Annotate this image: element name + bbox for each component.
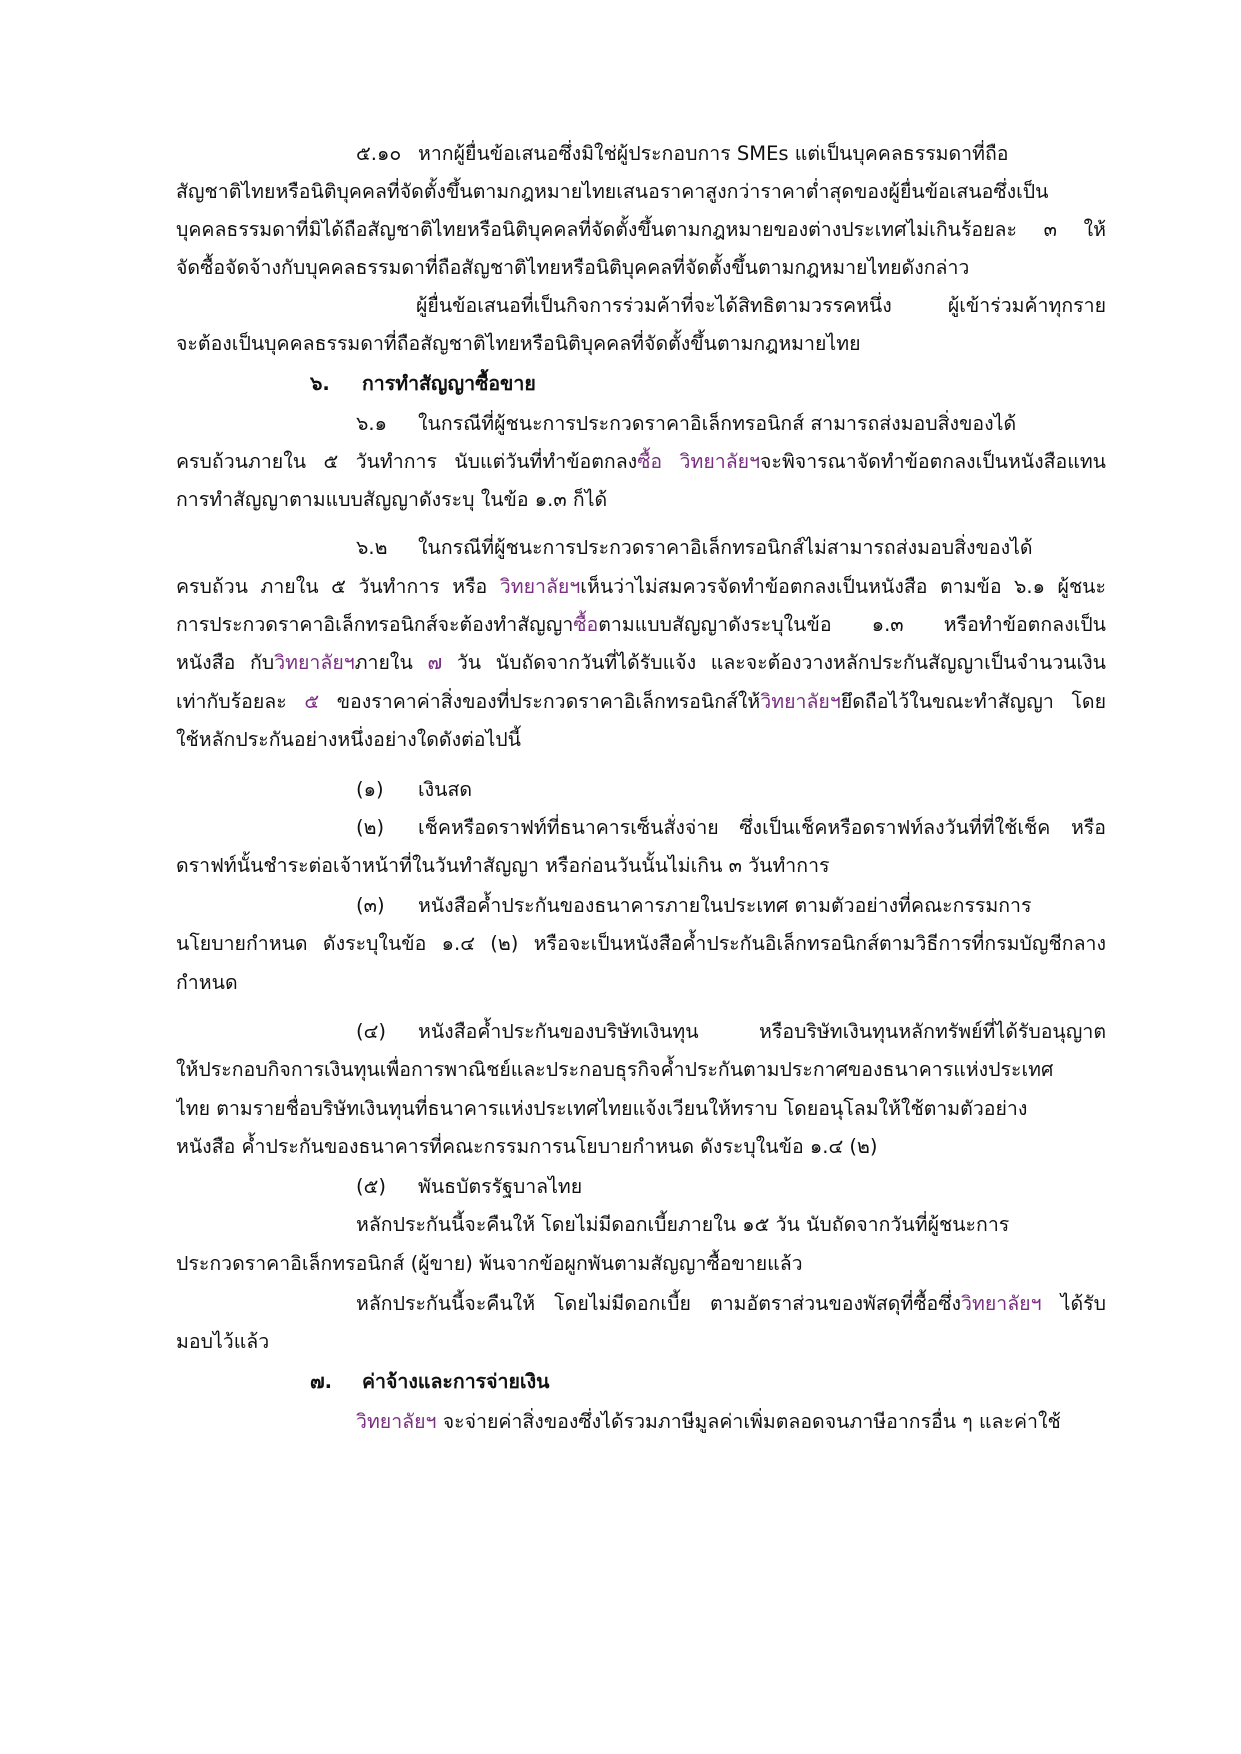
line-text: เท่ากับร้อยละ <box>176 690 305 713</box>
section-number: ๖. <box>310 372 330 395</box>
clause-6-2-line-6: ใช้หลักประกันอย่างหนึ่งอย่างใดดังต่อไปนี้ <box>176 728 522 751</box>
item-4-line-2: ให้ประกอบกิจการเงินทุนเพื่อการพาณิชย์และประกอบธุรกิจค้ำประกันตามประกาศของธนาคารแห่งประเทศ <box>176 1058 1054 1081</box>
section-title: ค่าจ้างและการจ่ายเงิน <box>362 1370 550 1393</box>
guarantee-return-line-1: หลักประกันนี้จะคืนให้ โดยไม่มีดอกเบี้ยภายใน ๑๕ วัน นับถัดจากวันที่ผู้ชนะการ <box>356 1213 1010 1236</box>
clause-6-1-line-2 <box>176 442 1106 482</box>
clause-5-10-para-2-line-2: จะต้องเป็นบุคคลธรรมดาที่ถือสัญชาติไทยหรือนิติบุคคลที่จัดตั้งขึ้นตามกฎหมายไทย <box>176 332 861 355</box>
highlighted-text: วิทยาลัยฯ <box>961 1292 1042 1315</box>
item-4-line-4: หนังสือ ค้ำประกันของธนาคารที่คณะกรรมการนโยบายกำหนด ดังระบุในข้อ ๑.๔ (๒) <box>176 1135 878 1158</box>
line-text: ครบถ้วน ภายใน ๕ วันทำการ หรือ <box>176 575 500 598</box>
highlighted-text: ซื้อ <box>573 613 599 636</box>
highlighted-text: วิทยาลัยฯ <box>760 690 841 713</box>
line-text: เห็นว่าไม่สมควรจัดทำข้อตกลงเป็นหนังสือ ตามข้อ ๖.๑ ผู้ชนะ <box>580 575 1106 598</box>
line-text: วัน นับถัดจากวันที่ได้รับแจ้ง และจะต้องวางหลักประกันสัญญาเป็นจำนวนเงิน <box>442 651 1106 674</box>
highlighted-text: ซื้อ วิทยาลัยฯ <box>637 450 761 473</box>
guarantee-partial-line-2: มอบไว้แล้ว <box>176 1330 270 1353</box>
clause-5-10-line-2: สัญชาติไทยหรือนิติบุคคลที่จัดตั้งขึ้นตามกฎหมายไทยเสนอราคาสูงกว่าราคาต่ำสุดของผู้ยื่นข้อเสนอซึ่งเป็น <box>176 180 1049 203</box>
line-text: ภายใน <box>354 651 428 674</box>
line-text: หนังสือ กับ <box>176 651 275 674</box>
highlighted-text: วิทยาลัยฯ <box>274 651 355 674</box>
guarantee-partial-line-1 <box>356 1284 1106 1324</box>
section-7-line-1 <box>356 1402 1106 1442</box>
clause-number: ๖.๒ <box>356 536 388 559</box>
clause-number: ๕.๑๐ <box>356 142 402 165</box>
clause-6-2-line-5 <box>176 682 1106 722</box>
item-number: (๒) <box>356 816 385 839</box>
item-number: (๕) <box>356 1175 386 1198</box>
clause-5-10-line-3: บุคคลธรรมดาที่มิได้ถือสัญชาติไทยหรือนิติบุคคลที่จัดตั้งขึ้นตามกฎหมายของต่างประเทศไม่เกินร้อยละ ๓ ให้ <box>176 218 1106 241</box>
clause-5-10-para-2-line-1: ผู้ยื่นข้อเสนอที่เป็นกิจการร่วมค้าที่จะได้สิทธิตามวรรคหนึ่ง ผู้เข้าร่วมค้าทุกราย <box>416 294 1106 317</box>
item-3-line-3: กำหนด <box>176 971 238 994</box>
highlighted-text: ๕ <box>304 690 320 713</box>
line-text: หนังสือค้ำประกันของธนาคารภายในประเทศ ตามตัวอย่างที่คณะกรรมการ <box>418 894 1032 917</box>
clause-5-10-line-4: จัดซื้อจัดจ้างกับบุคคลธรรมดาที่ถือสัญชาติไทยหรือนิติบุคคลที่จัดตั้งขึ้นตามกฎหมายไทยดังกล่าว <box>176 256 970 279</box>
line-text: ตามแบบสัญญาดังระบุในข้อ ๑.๓ หรือทำข้อตกลงเป็น <box>598 613 1106 636</box>
line-text: ในกรณีที่ผู้ชนะการประกวดราคาอิเล็กทรอนิกส์ไม่สามารถส่งมอบสิ่งของได้ <box>418 536 1033 559</box>
section-number: ๗. <box>310 1370 333 1393</box>
item-2-line-1 <box>356 808 1106 848</box>
item-4-line-3: ไทย ตามรายชื่อบริษัทเงินทุนที่ธนาคารแห่งประเทศไทยแจ้งเวียนให้ทราบ โดยอนุโลมให้ใช้ตามตัวอย่าง <box>176 1097 1028 1120</box>
line-text: ได้รับ <box>1041 1292 1106 1315</box>
clause-6-2-line-4 <box>176 643 1106 683</box>
clause-number: ๖.๑ <box>356 412 387 435</box>
section-7-heading <box>310 1362 610 1402</box>
line-text: จะจ่ายค่าสิ่งของซึ่งได้รวมภาษีมูลค่าเพิ่มตลอดจนภาษีอากรอื่น ๆ และค่าใช้ <box>436 1410 1061 1433</box>
clause-6-2-line-1 <box>356 528 1106 568</box>
item-number: (๓) <box>356 894 385 917</box>
item-number: (๑) <box>356 778 384 801</box>
highlighted-text: วิทยาลัยฯ <box>356 1410 437 1433</box>
item-1 <box>356 770 1106 810</box>
clause-6-2-line-3 <box>176 605 1106 645</box>
line-text: การประกวดราคาอิเล็กทรอนิกส์จะต้องทำสัญญา <box>176 613 574 636</box>
item-5 <box>356 1167 1106 1207</box>
clause-6-2-line-2 <box>176 567 1106 607</box>
line-text: ครบถ้วนภายใน ๕ วันทำการ นับแต่วันที่ทำข้อตกลง <box>176 450 638 473</box>
line-text: เงินสด <box>418 778 473 801</box>
item-number: (๔) <box>356 1020 386 1043</box>
item-3-line-2: นโยบายกำหนด ดังระบุในข้อ ๑.๔ (๒) หรือจะเป็นหนังสือค้ำประกันอิเล็กทรอนิกส์ตามวิธีการที่กรมบัญชีกลาง <box>176 932 1106 955</box>
line-text: หากผู้ยื่นข้อเสนอซึ่งมิใช่ผู้ประกอบการ SMEs แต่เป็นบุคคลธรรมดาที่ถือ <box>418 142 1009 165</box>
line-text: ยึดถือไว้ในขณะทำสัญญา โดย <box>840 690 1106 713</box>
section-title: การทำสัญญาซื้อขาย <box>362 372 536 395</box>
line-text: หนังสือค้ำประกันของบริษัทเงินทุน หรือบริษัทเงินทุนหลักทรัพย์ที่ได้รับอนุญาต <box>418 1020 1106 1043</box>
line-text: ในกรณีที่ผู้ชนะการประกวดราคาอิเล็กทรอนิกส์ สามารถส่งมอบสิ่งของได้ <box>418 412 1017 435</box>
line-text: ของราคาค่าสิ่งของที่ประกวดราคาอิเล็กทรอนิกส์ให้ <box>319 690 761 713</box>
clause-5-10-line-1 <box>356 134 1106 174</box>
line-text: จะพิจารณาจัดทำข้อตกลงเป็นหนังสือแทน <box>760 450 1106 473</box>
section-6-heading <box>310 364 610 404</box>
guarantee-return-line-2: ประกวดราคาอิเล็กทรอนิกส์ (ผู้ขาย) พ้นจากข้อผูกพันตามสัญญาซื้อขายแล้ว <box>176 1252 803 1275</box>
clause-6-1-line-1 <box>356 404 1106 444</box>
highlighted-text: ๗ <box>427 651 443 674</box>
line-text: เช็คหรือดราฟท์ที่ธนาคารเซ็นสั่งจ่าย ซึ่งเป็นเช็คหรือดราฟท์ลงวันที่ที่ใช้เช็ค หรือ <box>418 816 1106 839</box>
highlighted-text: วิทยาลัยฯ <box>499 575 581 598</box>
clause-6-1-line-3: การทำสัญญาตามแบบสัญญาดังระบุ ในข้อ ๑.๓ ก็ได้ <box>176 488 608 511</box>
item-4-line-1 <box>356 1012 1106 1052</box>
item-3-line-1 <box>356 886 1106 926</box>
line-text: พันธบัตรรัฐบาลไทย <box>418 1175 583 1198</box>
line-text: หลักประกันนี้จะคืนให้ โดยไม่มีดอกเบี้ย ตามอัตราส่วนของพัสดุที่ซื้อซึ่ง <box>356 1292 962 1315</box>
item-2-line-2: ดราฟท์นั้นชำระต่อเจ้าหน้าที่ในวันทำสัญญา หรือก่อนวันนั้นไม่เกิน ๓ วันทำการ <box>176 854 830 877</box>
